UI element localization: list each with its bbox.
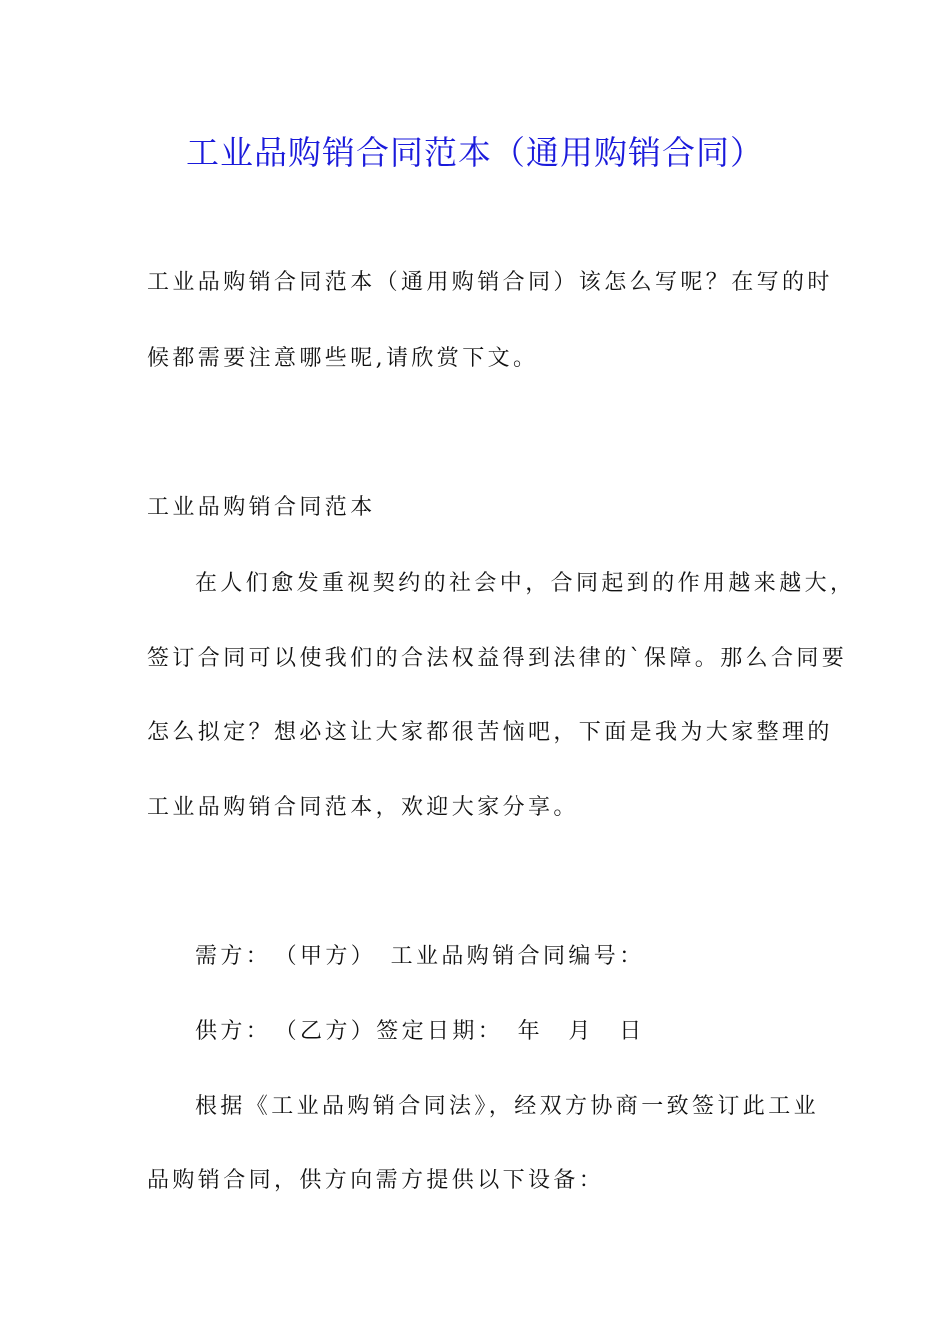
paragraph1-line-4: 工业品购销合同范本，欢迎大家分享。: [147, 795, 579, 820]
paragraph1-line-3: 怎么拟定？想必这让大家都很苦恼吧，下面是我为大家整理的: [147, 720, 833, 745]
intro-line-1: 工业品购销合同范本（通用购销合同）该怎么写呢？在写的时: [147, 270, 833, 295]
buyer-line: 需方： （甲方） 工业品购销合同编号：: [195, 944, 645, 969]
document-title: 工业品购销合同范本（通用购销合同）: [186, 133, 764, 172]
seller-line: 供方： （乙方）签定日期： 年 月 日: [195, 1019, 645, 1044]
paragraph2-line-2: 品购销合同，供方向需方提供以下设备：: [147, 1168, 605, 1193]
paragraph1-line-1: 在人们愈发重视契约的社会中，合同起到的作用越来越大，: [195, 571, 856, 596]
paragraph1-line-2: 签订合同可以使我们的合法权益得到法律的`保障。那么合同要: [147, 646, 848, 671]
section-heading: 工业品购销合同范本: [147, 495, 376, 520]
intro-line-2: 候都需要注意哪些呢,请欣赏下文。: [147, 346, 539, 371]
paragraph2-line-1: 根据《工业品购销合同法》，经双方协商一致签订此工业: [195, 1094, 820, 1119]
